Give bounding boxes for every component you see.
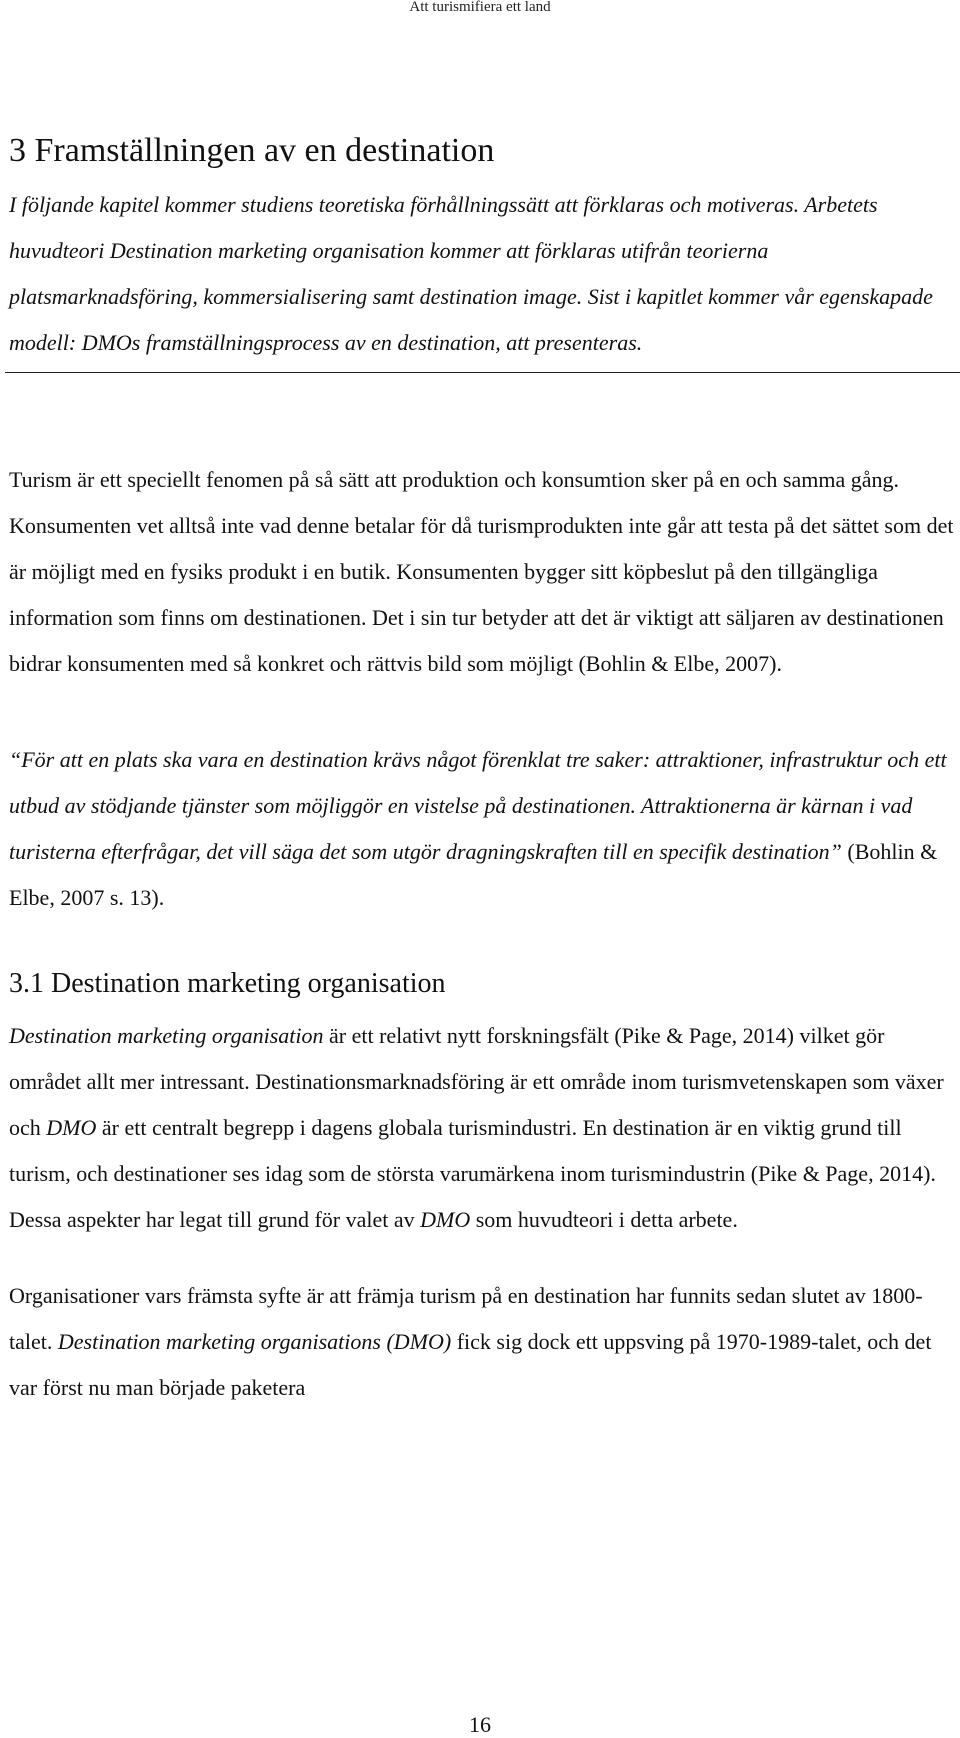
section-title: 3.1 Destination marketing organisation xyxy=(9,968,446,999)
text-run: fick sig dock ett uppsving på 1970-1989-talet, och det var först nu man började paketera xyxy=(9,1329,932,1400)
block-quote xyxy=(9,737,955,921)
quote-text: “För att en plats ska vara en destination krävs något förenklat tre saker: attraktioner, infrastruktur och ett utbud av stödjande tjänster som möjliggör en vistelse på destinationen. Attraktionerna är kärnan i vad turisterna efterfrågar, det vill säga det som utgör dragningskraften till en specifik destination” xyxy=(9,747,947,864)
chapter-intro: I följande kapitel kommer studiens teoretiska förhållningssätt att förklaras och motiveras. Arbetets huvudteori Destination marketing organisation kommer att förklaras utifrån teorierna platsmarknadsföring, kommersialisering samt destination image. Sist i kapitlet kommer vår egenskapade modell: DMOs framställningsprocess av en destination, att presenteras. xyxy=(9,192,933,355)
term-dmo: Destination marketing organisation xyxy=(9,1023,324,1048)
body-paragraph-tourism: Turism är ett speciellt fenomen på så sätt att produktion och konsumtion sker på en och samma gång. Konsumenten vet alltså inte vad denne betalar för då turismprodukten inte går att testa på det sättet som det är möjligt med en fysiks produkt i en butik. Konsumenten bygger sitt köpbeslut på den tillgängliga information som finns om destinationen. Det i sin tur betyder att det är viktigt att säljaren av destinationen bidrar konsumenten med så konkret och rättvis bild som möjligt (Bohlin & Elbe, 2007). xyxy=(9,467,954,676)
running-header: Att turismifiera ett land xyxy=(409,0,551,15)
quote-citation: (Bohlin & Elbe, 2007 s. 13). xyxy=(9,839,938,910)
body-paragraph-dmo xyxy=(9,1013,955,1243)
text-run: som huvudteori i detta arbete. xyxy=(470,1207,738,1232)
text-run: är ett centralt begrepp i dagens globala turismindustri. En destination är en viktig grund till turism, och destinationer ses idag som de största varumärkena inom turismindustrin (Pike & Page, 2014). Dessa aspekter har legat till grund för valet av xyxy=(9,1115,936,1232)
text-run: Organisationer vars främsta syfte är att främja turism på en destination har funnits sedan slutet av 1800-talet. xyxy=(9,1283,923,1354)
section-divider xyxy=(5,372,960,373)
term-dmo-plural: Destination marketing organisations (DMO) xyxy=(57,1329,452,1354)
page-content xyxy=(9,130,955,1411)
chapter-title: 3 Framställningen av en destination xyxy=(9,132,495,169)
term-dmo-abbr: DMO xyxy=(420,1207,471,1232)
page-number: 16 xyxy=(469,1712,491,1737)
text-run: är ett relativt nytt forskningsfält (Pike & Page, 2014) vilket gör området allt mer intressant. Destinationsmarknadsföring är ett område inom turismvetenskapen som växer och xyxy=(9,1023,944,1140)
body-paragraph-organisations xyxy=(9,1273,955,1411)
term-dmo-abbr: DMO xyxy=(46,1115,97,1140)
